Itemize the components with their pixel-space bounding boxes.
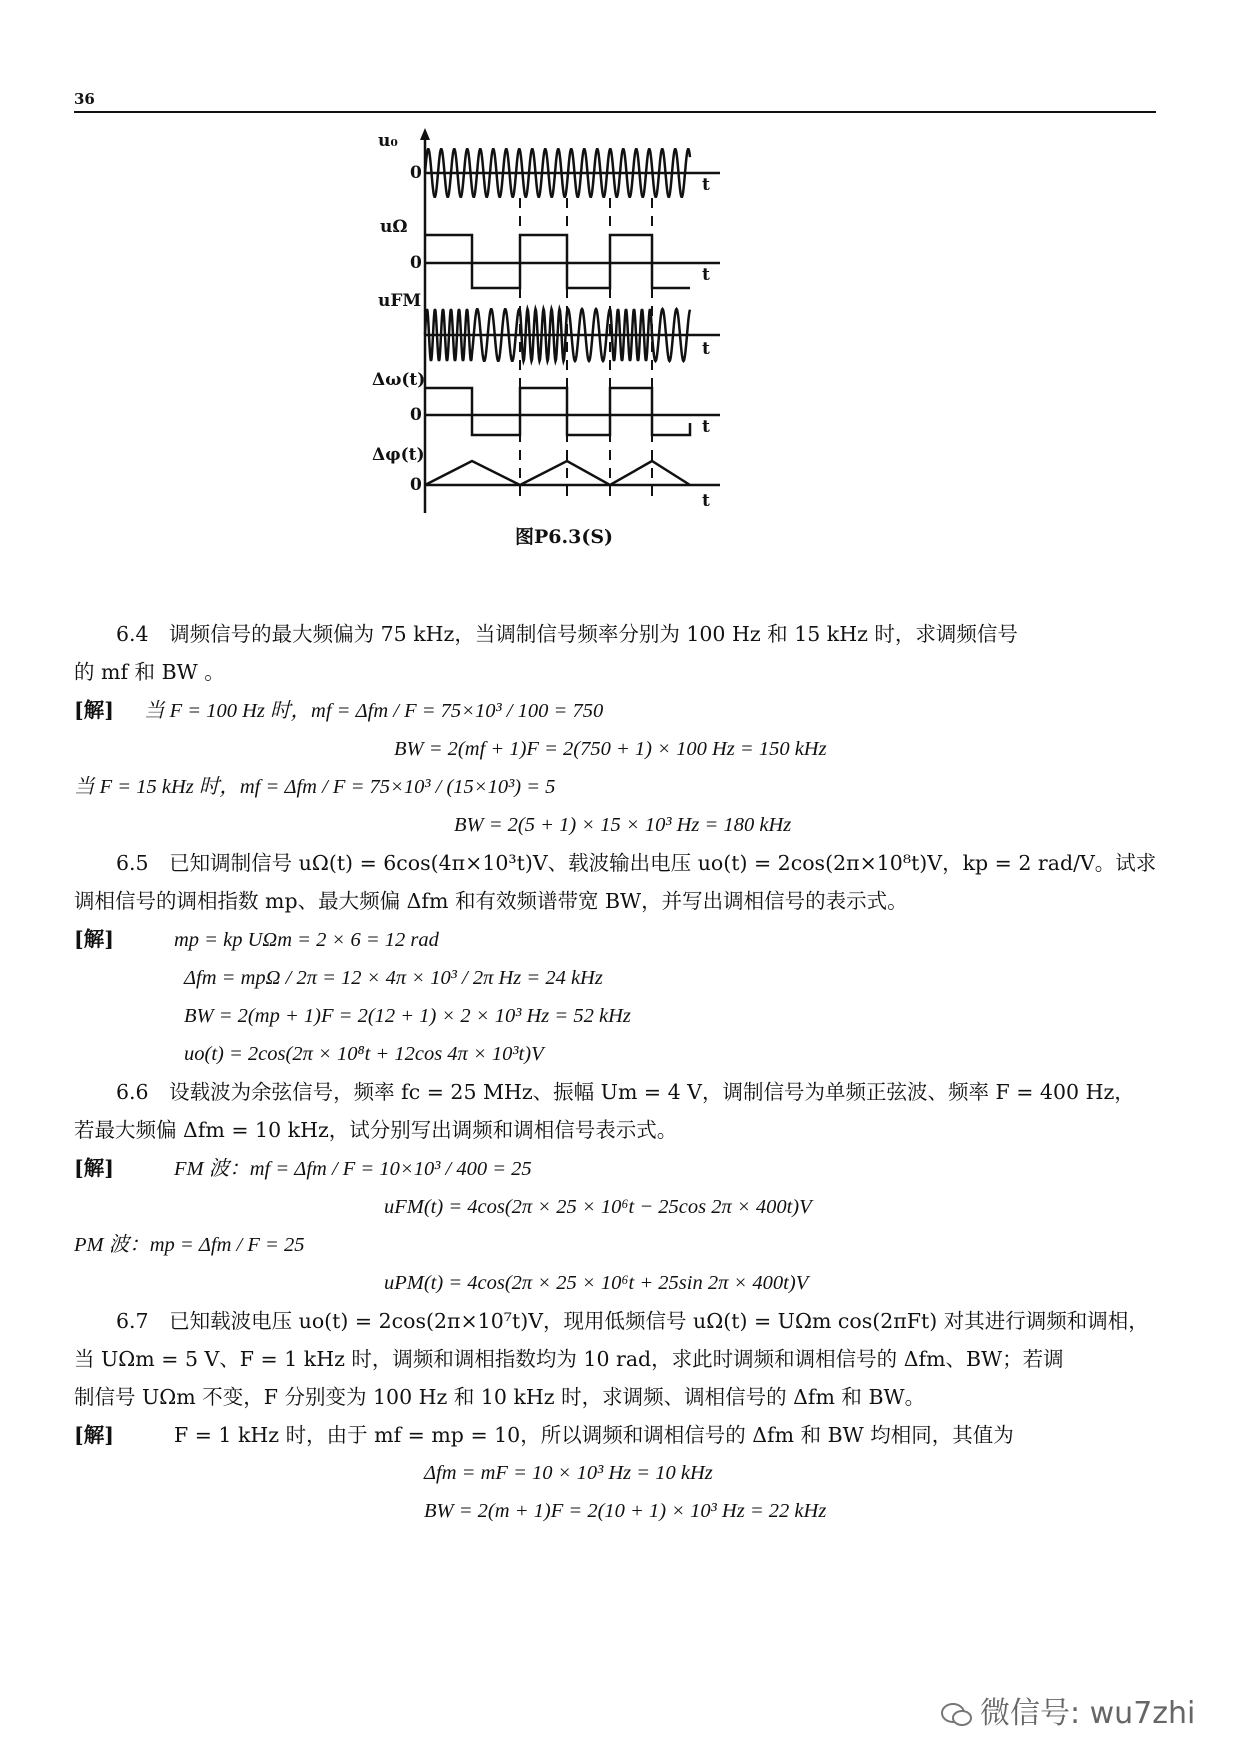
time-label: t — [702, 417, 710, 437]
equation-line: 当 F = 15 kHz 时，mf = Δfm / F = 75×10³ / (15×10³) = 5 — [74, 776, 556, 798]
problem-6-7-line-3: 制信号 UΩm 不变，F 分别变为 100 Hz 和 10 kHz 时，求调频、调相信号的 Δfm 和 BW。 — [74, 1385, 926, 1409]
problem-6-6-line-1: 6.6 设载波为余弦信号，频率 fc = 25 MHz、振幅 Um = 4 V，调制信号为单频正弦波、频率 F = 400 Hz， — [116, 1080, 1135, 1104]
arrowhead-icon — [420, 128, 430, 140]
zero-label: 0 — [410, 163, 422, 183]
equation: 当 F = 100 Hz 时，mf = Δfm / F = 75×10³ / 100 = 750 — [144, 700, 604, 722]
label-dphi: Δφ(t) — [372, 445, 425, 465]
equation-line: BW = 2(5 + 1) × 15 × 10³ Hz = 180 kHz — [454, 814, 792, 836]
label-u0: u₀ — [378, 131, 398, 151]
watermark — [940, 1688, 1195, 1732]
equation-line: BW = 2(mf + 1)F = 2(750 + 1) × 100 Hz = 150 kHz — [394, 738, 827, 760]
solution-tag: [解] — [74, 927, 114, 951]
solution-tag: [解] — [74, 698, 114, 722]
equation-line: BW = 2(m + 1)F = 2(10 + 1) × 10³ Hz = 22 kHz — [424, 1500, 827, 1522]
label-domega: Δω(t) — [372, 370, 426, 390]
problem-6-4-line-2: 的 mf 和 BW 。 — [74, 660, 225, 684]
waveform-diagram — [372, 128, 830, 613]
waveform-figure — [372, 128, 830, 613]
equation-line: uo(t) = 2cos(2π × 10⁸t + 12cos 4π × 10³t)V — [184, 1043, 544, 1065]
figure-caption: 图P6.3(S) — [515, 526, 614, 548]
zero-label: 0 — [410, 253, 422, 273]
problem-6-5-line-1: 6.5 已知调制信号 uΩ(t) = 6cos(4π×10³t)V、载波输出电压 uo(t) = 2cos(2π×10⁸t)V，kp = 2 rad/V。试求 — [116, 851, 1157, 875]
equation: FM 波：mf = Δfm / F = 10×10³ / 400 = 25 — [174, 1158, 532, 1180]
zero-label: 0 — [410, 475, 422, 495]
solution-text: F = 1 kHz 时，由于 mf = mp = 10，所以调频和调相信号的 Δfm 和 BW 均相同，其值为 — [174, 1423, 1014, 1447]
problem-6-7-line-1: 6.7 已知载波电压 uo(t) = 2cos(2π×10⁷t)V，现用低频信号 uΩ(t) = UΩm cos(2πFt) 对其进行调频和调相， — [116, 1309, 1149, 1333]
solution-tag: [解] — [74, 1156, 114, 1180]
solution-6-6-line-1 — [74, 1149, 1164, 1188]
problem-6-7-line-2: 当 UΩm = 5 V、F = 1 kHz 时，调频和调相指数均为 10 rad，求此时调频和调相信号的 Δfm、BW；若调 — [74, 1347, 1064, 1371]
time-label: t — [702, 175, 710, 195]
page-number: 36 — [74, 90, 95, 108]
solution-6-5-line-1 — [74, 920, 1164, 959]
phase-deviation-wave — [425, 461, 690, 485]
label-ufm: uFM — [378, 291, 422, 311]
zero-label: 0 — [410, 405, 422, 425]
equation: mp = kp UΩm = 2 × 6 = 12 rad — [174, 929, 439, 951]
problem-6-5-line-2: 调相信号的调相指数 mp、最大频偏 Δfm 和有效频谱带宽 BW，并写出调相信号的表示式。 — [74, 889, 908, 913]
equation-line: uPM(t) = 4cos(2π × 25 × 10⁶t + 25sin 2π × 400t)V — [384, 1272, 809, 1294]
solution-6-4-line-1 — [74, 691, 1164, 730]
equation-line: Δfm = mF = 10 × 10³ Hz = 10 kHz — [424, 1462, 713, 1484]
time-label: t — [702, 339, 710, 359]
document-body — [74, 615, 1164, 1530]
watermark-text: 微信号: wu7zhi — [980, 1696, 1196, 1731]
equation-line: Δfm = mpΩ / 2π = 12 × 4π × 10³ / 2π Hz = 24 kHz — [184, 967, 603, 989]
problem-6-6-line-2: 若最大频偏 Δfm = 10 kHz，试分别写出调频和调相信号表示式。 — [74, 1118, 678, 1142]
problem-6-4-line-1: 6.4 调频信号的最大频偏为 75 kHz，当调制信号频率分别为 100 Hz 和 15 kHz 时，求调频信号 — [116, 622, 1018, 646]
solution-6-7-line-1 — [74, 1416, 1164, 1454]
equation-line: uFM(t) = 4cos(2π × 25 × 10⁶t − 25cos 2π × 400t)V — [384, 1196, 812, 1218]
equation-line: BW = 2(mp + 1)F = 2(12 + 1) × 2 × 10³ Hz = 52 kHz — [184, 1005, 631, 1027]
header-rule — [74, 111, 1156, 113]
time-label: t — [702, 491, 710, 511]
equation-line: PM 波：mp = Δfm / F = 25 — [74, 1234, 305, 1256]
label-uomega: uΩ — [380, 217, 408, 237]
wechat-icon — [940, 1701, 974, 1729]
modulating-square-wave — [425, 235, 690, 288]
frequency-deviation-wave — [425, 388, 690, 435]
solution-tag: [解] — [74, 1423, 114, 1447]
time-label: t — [702, 265, 710, 285]
